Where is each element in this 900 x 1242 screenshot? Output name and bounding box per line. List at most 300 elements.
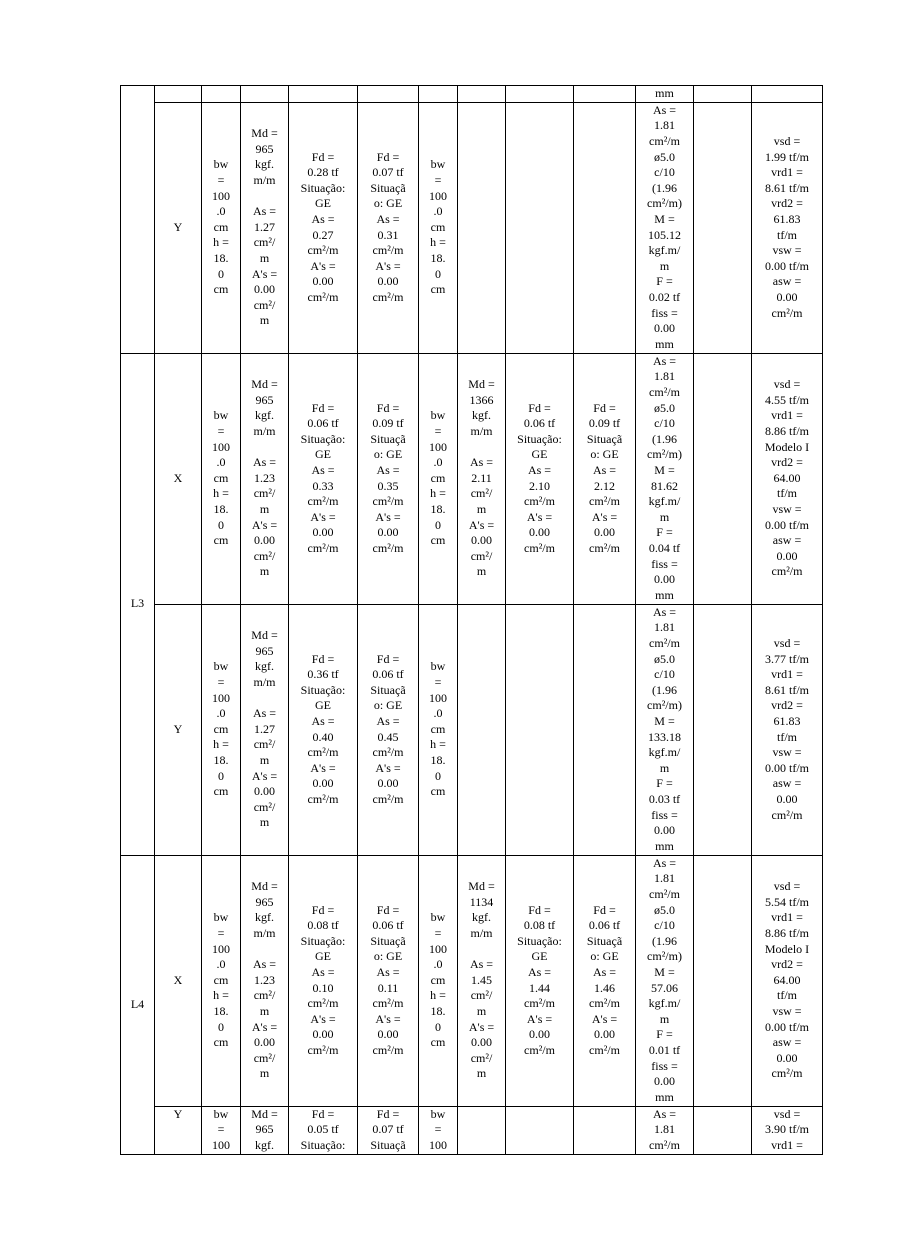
table-cell	[358, 604, 419, 855]
cell-line: fiss =	[651, 556, 678, 571]
cell-line: 8.61 tf/m	[765, 180, 809, 195]
cell-line: 1.27	[254, 721, 275, 736]
cell-line: 965	[255, 643, 274, 658]
cell-line: .0	[433, 706, 443, 721]
cell-line: 0.07 tf	[372, 165, 404, 180]
cell-line: 18.	[430, 1003, 446, 1018]
cell-line: kgf.	[472, 408, 491, 423]
table-cell	[694, 353, 752, 604]
cell-line: As =	[252, 204, 277, 219]
cell-line: As =	[469, 455, 494, 470]
cell-line: cm²/	[253, 486, 276, 501]
cell-line: .0	[433, 455, 443, 470]
cell-line: 57.06	[651, 980, 678, 995]
cell-line: Situação:	[300, 1137, 346, 1152]
cell-line: (1.96	[652, 180, 677, 195]
cell-line: F =	[656, 274, 673, 289]
cell-line: cm²/	[253, 737, 276, 752]
cell-line: 1.46	[594, 980, 615, 995]
cell-line: o: GE	[373, 196, 403, 211]
cell-line: o: GE	[590, 949, 619, 964]
cell-line: Fd =	[376, 902, 400, 917]
cell-line: m/m	[253, 926, 276, 941]
cell-line: o: GE	[373, 447, 403, 462]
cell-line: cm²/	[253, 235, 276, 250]
cell-line: m	[476, 564, 487, 579]
table-cell	[458, 102, 506, 353]
cell-line: kgf.	[472, 910, 491, 925]
table-cell	[419, 102, 458, 353]
cell-line: Fd =	[376, 400, 400, 415]
table-cell	[458, 855, 506, 1106]
cell-line: m	[259, 250, 270, 265]
cell-line: 965	[255, 141, 274, 156]
cell-line: 2.11	[471, 470, 492, 485]
cell-line: =	[434, 424, 442, 439]
cell-line: vsw =	[772, 1003, 802, 1018]
cell-line	[242, 189, 287, 205]
cell-line: cm²/m)	[647, 196, 682, 211]
cell-line: cm²/	[253, 799, 276, 814]
cell-line: 0.00	[654, 823, 675, 838]
table-cell	[506, 102, 574, 353]
cell-line: 0.00	[776, 1050, 798, 1065]
cell-line: GE	[315, 447, 331, 462]
cell-line: cm²/m	[524, 494, 555, 509]
table-cell	[155, 86, 202, 103]
cell-line: vrd1 =	[771, 408, 803, 423]
cell-line: 0.00 tf/m	[765, 517, 809, 532]
table-cell	[241, 102, 289, 353]
cell-line: 0.06 tf	[588, 918, 621, 933]
cell-line: 0.10	[312, 980, 334, 995]
cell-line: Situação:	[300, 933, 346, 948]
cell-line: 0.08 tf	[307, 918, 339, 933]
cell-line: =	[217, 173, 225, 188]
cell-line: Fd =	[528, 902, 551, 917]
cell-line: 0.02 tf	[648, 289, 681, 304]
cell-line: cm²/m	[307, 996, 339, 1011]
cell-line: asw =	[772, 776, 802, 791]
cell-line: tf/m	[777, 729, 797, 744]
cell-line: 0.00	[776, 548, 798, 563]
cell-line: Md =	[468, 879, 495, 894]
cell-line: o: GE	[590, 447, 619, 462]
slab-label-cell: L3	[121, 353, 155, 855]
cell-line: vrd1 =	[771, 165, 803, 180]
cell-line: 965	[255, 894, 274, 909]
cell-line: As =	[469, 957, 494, 972]
cell-line: GE	[315, 698, 331, 713]
cell-line: 0.00	[312, 525, 334, 540]
cell-line: 0.00	[594, 525, 615, 540]
cell-line: tf/m	[777, 988, 797, 1003]
cell-line	[242, 942, 287, 958]
cell-line: tf/m	[777, 227, 797, 242]
cell-line: As =	[527, 463, 552, 477]
cell-line: 18.	[213, 250, 229, 265]
cell-line: As =	[652, 102, 677, 117]
cell-line: cm²/m	[372, 791, 404, 806]
cell-line: m/m	[253, 173, 276, 188]
table-cell	[289, 604, 358, 855]
table-cell	[636, 102, 694, 353]
table-cell	[694, 604, 752, 855]
cell-line: 1.45	[471, 972, 492, 987]
cell-line: cm²/	[470, 486, 493, 501]
cell-line: 100	[429, 188, 447, 203]
cell-line: As =	[311, 965, 335, 979]
cell-line: 0.00 tf/m	[765, 1019, 809, 1034]
cell-line: 0.00	[654, 321, 675, 336]
cell-line: cm²/m	[307, 791, 339, 806]
slab-label-cell: L4	[121, 855, 155, 1154]
cell-line: vsd =	[773, 377, 801, 392]
cell-line: 0.00	[377, 776, 399, 791]
cell-line: 0.04 tf	[648, 540, 681, 555]
table-cell	[419, 855, 458, 1106]
cell-line: m	[659, 258, 670, 273]
cell-line: A's =	[468, 517, 495, 532]
cell-line: m	[259, 501, 270, 516]
cell-line: cm²/m	[372, 996, 404, 1011]
cell-line: A's =	[310, 509, 336, 524]
cell-line: 0	[218, 768, 224, 783]
table-cell	[694, 102, 752, 353]
cell-line: cm²/m	[307, 745, 339, 760]
table-cell	[419, 604, 458, 855]
cell-line: 0.45	[377, 729, 399, 744]
table-cell	[202, 604, 241, 855]
cell-line: m/m	[470, 424, 493, 439]
cell-line: 0.00	[529, 525, 550, 540]
table-cell	[358, 1106, 419, 1154]
cell-line: cm²/m	[589, 540, 620, 555]
cell-line: Situaçã	[586, 431, 623, 446]
cell-line: As =	[376, 212, 400, 226]
cell-line: Md =	[251, 879, 278, 894]
cell-line: vsw =	[772, 243, 802, 258]
table-cell	[574, 855, 636, 1106]
cell-line: bw	[213, 910, 229, 925]
table-cell	[752, 102, 823, 353]
table-cell	[506, 86, 574, 103]
cell-line: 64.00	[773, 470, 801, 485]
cell-line: A's =	[591, 509, 618, 524]
cell-line: =	[217, 926, 225, 941]
cell-line: As =	[311, 463, 335, 477]
cell-line: 0.33	[312, 478, 334, 493]
cell-line: bw	[213, 157, 229, 172]
cell-line: A's =	[375, 1011, 401, 1026]
cell-line: Fd =	[593, 400, 616, 415]
cell-line: Situaçã	[370, 180, 406, 195]
cell-line: 0.06 tf	[307, 416, 339, 431]
cell-line: cm²/m	[372, 540, 404, 555]
cell-line: 1.81	[654, 871, 675, 886]
cell-line: h =	[430, 486, 446, 501]
cell-line: 0.00	[529, 1027, 550, 1042]
table-cell	[155, 102, 202, 353]
table-cell	[458, 86, 506, 103]
cell-line: A's =	[526, 1011, 553, 1026]
cell-line: 0.06 tf	[372, 918, 404, 933]
cell-line: 1.44	[529, 980, 550, 995]
cell-line: 0.06 tf	[523, 416, 556, 431]
cell-line: Modelo I	[764, 439, 810, 454]
cell-line: Situação:	[300, 682, 346, 697]
cell-line: m	[259, 313, 270, 328]
cell-line: m	[259, 564, 270, 579]
cell-line: A's =	[251, 517, 278, 532]
cell-line: cm²/m	[307, 243, 339, 258]
cell-line: bw	[213, 659, 229, 674]
table-cell	[506, 353, 574, 604]
cell-line: h =	[430, 988, 446, 1003]
cell-line: vrd2 =	[771, 196, 803, 211]
cell-line: As =	[311, 714, 335, 728]
cell-line: Md =	[251, 377, 278, 392]
cell-line: .0	[216, 706, 226, 721]
cell-line: cm²/m)	[647, 698, 682, 713]
cell-line: A's =	[310, 258, 336, 273]
cell-line: Fd =	[376, 1106, 400, 1121]
cell-line: bw	[430, 659, 446, 674]
cell-line: 0	[435, 266, 441, 281]
cell-line: cm²/m)	[647, 949, 682, 964]
table-cell	[574, 353, 636, 604]
cell-line: (1.96	[652, 933, 677, 948]
cell-line: As =	[527, 965, 552, 979]
cell-line: kgf.m/	[648, 745, 681, 760]
cell-line: ø5.0	[654, 902, 675, 917]
cell-line: F =	[656, 776, 673, 791]
cell-line: 965	[255, 1122, 274, 1137]
cell-line: kgf.m/	[648, 494, 681, 509]
cell-line: 61.83	[773, 714, 801, 728]
cell-line: As =	[652, 855, 677, 870]
cell-line: 8.61 tf/m	[765, 682, 809, 697]
table-cell	[202, 855, 241, 1106]
cell-line: X	[173, 972, 183, 987]
table-row	[121, 102, 823, 353]
cell-line: As =	[592, 463, 617, 477]
table-cell	[752, 353, 823, 604]
table-cell	[506, 855, 574, 1106]
cell-line: 0.00	[776, 289, 798, 304]
cell-line: =	[217, 1122, 225, 1137]
cell-line: cm	[430, 784, 446, 799]
table-cell	[155, 1106, 202, 1154]
cell-line: Situação:	[517, 431, 562, 446]
cell-line: cm	[430, 219, 446, 234]
cell-line: cm²/m	[307, 1042, 339, 1057]
cell-line: asw =	[772, 533, 802, 548]
cell-line: 18.	[213, 1003, 229, 1018]
table-cell	[636, 604, 694, 855]
cell-line: 0.00	[377, 1027, 399, 1042]
table-row	[121, 86, 823, 103]
cell-line: asw =	[772, 274, 802, 289]
cell-line: 0	[218, 266, 224, 281]
cell-line: 0.36 tf	[307, 667, 339, 682]
table-cell	[574, 1106, 636, 1154]
cell-line: cm²/m	[649, 636, 680, 651]
table-cell	[289, 86, 358, 103]
cell-line: cm	[213, 784, 229, 799]
cell-line: As =	[252, 706, 277, 721]
table-cell	[506, 1106, 574, 1154]
table-cell	[155, 604, 202, 855]
cell-line: F =	[656, 525, 673, 540]
cell-line: m	[659, 509, 670, 524]
cell-line	[242, 691, 287, 707]
cell-line: cm²/m	[649, 134, 680, 149]
cell-line: c/10	[654, 416, 675, 431]
cell-line: m/m	[470, 926, 493, 941]
cell-line: Md =	[251, 1106, 278, 1121]
cell-line: =	[434, 1122, 442, 1137]
cell-line: cm	[430, 282, 446, 297]
cell-line: As =	[311, 212, 335, 226]
cell-line: cm²/m	[771, 305, 803, 320]
table-cell	[458, 353, 506, 604]
table-cell	[155, 855, 202, 1106]
cell-line: As =	[252, 957, 277, 972]
cell-line: .0	[433, 204, 443, 219]
table-cell	[358, 102, 419, 353]
table-cell	[358, 86, 419, 103]
table-cell	[752, 1106, 823, 1154]
cell-line: Y	[173, 219, 183, 234]
table-cell	[419, 353, 458, 604]
table-cell	[752, 855, 823, 1106]
slab-calculation-table	[120, 85, 823, 1155]
table-cell	[574, 604, 636, 855]
cell-line: M =	[654, 212, 675, 226]
cell-line: kgf.	[255, 408, 274, 423]
cell-line	[459, 440, 504, 456]
cell-line: c/10	[654, 165, 675, 180]
cell-line: cm²/m	[771, 1066, 803, 1081]
cell-line: 0.28 tf	[307, 165, 339, 180]
cell-line: Fd =	[311, 902, 335, 917]
cell-line: 0.00	[471, 533, 492, 548]
cell-line: ø5.0	[654, 651, 675, 666]
cell-line: 81.62	[651, 478, 678, 493]
cell-line: Situação:	[300, 180, 346, 195]
cell-line: .0	[216, 204, 226, 219]
cell-line: 64.00	[773, 972, 801, 987]
cell-line: 0.08 tf	[523, 918, 556, 933]
cell-line: bw	[430, 910, 446, 925]
cell-line: 8.86 tf/m	[765, 424, 809, 439]
cell-line: m	[476, 1003, 487, 1018]
table-cell	[241, 1106, 289, 1154]
cell-line: Situaçã	[370, 1137, 406, 1152]
cell-line: 0	[218, 517, 224, 532]
cell-line: ø5.0	[654, 149, 675, 164]
table-row	[121, 855, 823, 1106]
cell-line: 100	[212, 690, 230, 705]
cell-line: GE	[531, 949, 548, 964]
cell-line: A's =	[251, 266, 278, 281]
cell-line: bw	[213, 1106, 229, 1121]
table-cell	[752, 604, 823, 855]
cell-line: 1.23	[254, 972, 275, 987]
cell-line: 5.54 tf/m	[765, 894, 809, 909]
cell-line: cm	[213, 721, 229, 736]
table-row	[121, 353, 823, 604]
cell-line: A's =	[375, 760, 401, 775]
cell-line: vrd1 =	[771, 910, 803, 925]
cell-line: 1.23	[254, 470, 275, 485]
cell-line: cm²/	[470, 548, 493, 563]
cell-line: cm	[430, 470, 446, 485]
cell-line: 61.83	[773, 212, 801, 226]
cell-line: m	[259, 752, 270, 767]
cell-line: 0.35	[377, 478, 399, 493]
cell-line: 0.00	[471, 1035, 492, 1050]
cell-line: m	[476, 1066, 487, 1081]
cell-line: Fd =	[376, 651, 400, 666]
table-cell	[419, 1106, 458, 1154]
cell-line: 0.00	[594, 1027, 615, 1042]
cell-line: bw	[430, 408, 446, 423]
cell-line: 0	[435, 517, 441, 532]
table-cell	[202, 86, 241, 103]
cell-line: Fd =	[311, 149, 335, 164]
cell-line: Fd =	[311, 400, 335, 415]
cell-line: cm²/m	[307, 289, 339, 304]
cell-line: Situaçã	[370, 933, 406, 948]
cell-line: bw	[213, 408, 229, 423]
table-cell	[289, 102, 358, 353]
table-cell	[202, 102, 241, 353]
slab-label-cell	[121, 86, 155, 354]
cell-line: mm	[655, 587, 674, 602]
cell-line: Y	[173, 1106, 183, 1121]
table-cell	[636, 86, 694, 103]
cell-line: 18.	[430, 501, 446, 516]
cell-line: ø5.0	[654, 400, 675, 415]
cell-line: 0.00	[254, 282, 275, 297]
cell-line: 1134	[469, 894, 494, 909]
cell-line: 3.90 tf/m	[765, 1122, 809, 1137]
cell-line: 18.	[213, 752, 229, 767]
cell-line: c/10	[654, 667, 675, 682]
cell-line: cm	[213, 470, 229, 485]
cell-line: m	[259, 1003, 270, 1018]
cell-line: kgf.	[255, 910, 274, 925]
cell-line: cm²/	[253, 548, 276, 563]
cell-line: h =	[213, 235, 229, 250]
cell-line: 18.	[213, 501, 229, 516]
cell-line: cm²/m	[524, 1042, 555, 1057]
cell-line: cm²/m	[771, 564, 803, 579]
table-cell	[241, 604, 289, 855]
cell-line: 0.05 tf	[307, 1122, 339, 1137]
cell-line: h =	[430, 737, 446, 752]
cell-line	[459, 942, 504, 958]
cell-line: vrd2 =	[771, 957, 803, 972]
cell-line: Fd =	[528, 400, 551, 415]
cell-line: cm	[213, 282, 229, 297]
cell-line: 18.	[430, 250, 446, 265]
cell-line: 0.07 tf	[372, 1122, 404, 1137]
table-cell	[202, 1106, 241, 1154]
cell-line: Md =	[251, 126, 278, 141]
